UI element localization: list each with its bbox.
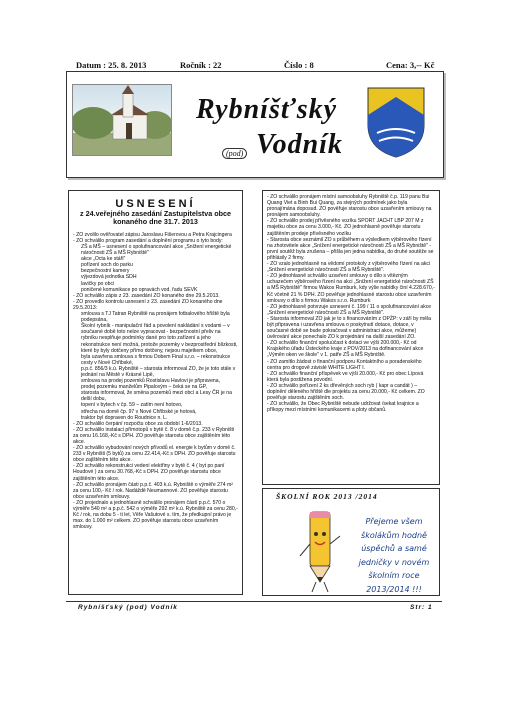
list-item: - ZO provedlo kontrolu usnesení z 23. zasedání ZO konaného dne 29.5.2013:	[73, 298, 223, 311]
list-item: - ZO schválilo vybudování nových přívodů el. energie k bytům v domě č. 233 v Rybništi (5 bytů) za cenu 22.414,-Kč s DPH. ZO pověřuje starostu obce zajištěním této akce.	[73, 445, 236, 464]
masthead-title-line2: Vodník	[256, 129, 343, 160]
list-item: - ZO schválilo pronájem místní samoobsluhy Rybniště č.p. 119 panu Bui Quang Viet a Binh Bui Quang, za stejných podmínek jako byla pronajímána doposud. ZO pověřuje starostu obce uzavřením smlouvy na pronájem samoobsluhy.	[267, 194, 432, 219]
resolution-heading: USNESENÍ	[115, 198, 196, 210]
list-item: výjezdová jednotka SDH	[81, 274, 137, 281]
list-item: - ZO schválilo pronájem části p.p.č. 403 k.ú. Rybniště o výměře 274 m² za cenu 100,- Kč / rok. Nadáždě Neumannové. ZO pověřuje starostu obce uzavřením smlouvy.	[73, 481, 233, 500]
wish-line: školákům hodně	[361, 530, 427, 540]
list-item: - ZO schválilo pořízení 2 ks dřevěných soch ryb ( kapr a candát ) – doplnění děleného hřiště dle projektu za cenu 20.000,- Kč celkem. ZO pověřuje starostu zajištěním soch.	[267, 382, 425, 402]
list-item: starosta informoval, že směna pozemků mezi obcí a Lesy ČR je na delší dobu,	[81, 390, 232, 403]
list-item: topení v bytech v čp. 59 – zatím není hotovo,	[81, 402, 183, 409]
list-item: - ZO schválilo čerpání rozpočtu obce za období 1-6/2013.	[73, 420, 203, 427]
wish-line: úspěchů a samé	[361, 544, 427, 553]
issue-year: Ročník : 22	[180, 60, 222, 70]
village-crest-icon	[365, 85, 427, 159]
list-item: - ZO jednohlasně schválilo uzavření smlouvy o dílo s vítězným uchazečem výběrového řízení na akci „Snížení energetické náročnosti ZŠ a MŠ Rybniště" firmou Wakos Rumburk, kdy výše nabídky činí 4.228.670,- Kč včetně 21 % DPH. ZO pověřuje jednohlasně starostu obce uzavřením smlouvy o dílo s firmou Wakos s.r.o. Rumburk	[267, 273, 435, 304]
page-number: Str: 1	[410, 604, 433, 611]
issue-price: Cena: 3,-- Kč	[386, 60, 435, 70]
list-item: - ZO projednalo a jednohlasně schválilo pronájem částí p.p.č. 570 o výměře 540 m² a p.p.č. 542 o výměře 292 m² k.ú. Rybniště za cenu 280,-Kč / rok, na dobu 5 - ti let, Věře Vašutové s. tím, že předkupní právo je max. do 1.000 m² celkem. ZO pověřuje starostu obce uzavřením smlouvy.	[73, 499, 238, 531]
list-item: - ZO vzalo jednohlasně na vědomí protokoly z výběrového řízení na akci „Snížení energetické náročnosti ZŠ a MŠ Rybniště".	[267, 261, 431, 274]
issue-date: Datum : 25. 8. 2013	[76, 60, 147, 70]
list-item: - ZO schválilo prodej přívěsného vozíku SPORT JACHT LBP 207 M z majetku obce za cenu 3.000,- Kč. ZO jednohlasně pověřuje starostu zajištěním prodeje přívěsného vozíku	[267, 218, 424, 237]
list-item: - ZO zamítlo žádost o finanční podporu Kontaktního a poradenského centra pro drogově závislé WHITE LIGHT I.	[267, 358, 422, 371]
list-item: ZŠ a MŠ – usnesení o spolufinancování akce „Snížení energetické náročnosti ZŠ a MŠ Rybniště"	[81, 244, 232, 257]
list-item: - Starosta informoval ZO jak je to s financováním z OPŽP: v září by měla být připravena i uzavřena smlouva o poskytnutí dotace, dotace, v současné době se bude pokračovat v administraci akce, můžeme) úvěrování akce ponechalo ZO k projednání na další zasedání ZO.	[267, 315, 431, 341]
list-item: - ZO zvolilo ověřovatel zápisu Jaroslavu Fišerovou a Petra Krajcingera	[73, 231, 232, 238]
list-item: - ZO schválilo instalaci přímotopů v bytě č. 8 v domě č.p. 233 v Rybništi za cenu 16.168,-Kč s DPH. ZO pověřuje starostu obce zajištěním této akce.	[73, 426, 235, 445]
list-item: lavičky po obci	[81, 280, 115, 287]
list-item: pořízení soch do parku	[81, 262, 133, 269]
list-item: - ZO schválilo rekonstrukci vedení elektřiny v bytě č. 4 ( byt po paní Houdové ) za cenu 30.768,-Kč s DPH. ZO pověřuje starostu obce zajištěním této akce.	[73, 463, 225, 482]
list-item: smlouva s TJ Tatran Rybniště na pronájem fotbalového hřiště byla podepsána,	[81, 311, 230, 324]
footer-divider	[66, 601, 442, 602]
list-item: - ZO schválilo, že Obec Rybniště nebude udržovat /sekat krajnice a příkopy mezi místními komunikacemi a ploty občanů.	[267, 401, 419, 414]
wish-line: 2013/2014 !!!	[366, 584, 422, 594]
resolution-right-column	[262, 190, 440, 485]
footer-title: Rybníšťský (pod) Vodník	[78, 604, 178, 611]
list-item: poničené komunikace po opravách vod. řadu SEVK	[81, 286, 198, 293]
masthead-title-line1: Rybníšťský	[196, 94, 338, 125]
issue-number: Číslo : 8	[284, 60, 314, 70]
masthead-pod: (pod)	[222, 148, 247, 159]
list-item: - ZO schválilo finanční příspěvek ve výši 20.000,- Kč pro obec Lípová která byla postižena povodní.	[267, 370, 424, 383]
resolution-subheading: z 24.veřejného zasedání Zastupitelstva obce konaného dne 31.7. 2013	[80, 209, 231, 227]
list-item: traktor byl dopraven do Roudnice n. L.	[81, 414, 168, 421]
list-item: - ZO schválilo program zasedání a doplnění programu o tyto body:	[73, 237, 223, 244]
list-item: prodej pozemku manželům Pipalovým – čeká se na GP,	[81, 384, 207, 391]
list-item: střecha na domě čp. 97 v Nové Chřibské je hotová,	[81, 408, 197, 415]
list-item: smlouva na prodej pozemků Rostislavu Havlovi je připravena,	[81, 378, 221, 385]
list-item: - Starosta obce seznámil ZO s průběhem a výsledkem výběrového řízení na zhotovitele akce „Snížení energetické náročnosti ZŠ a MŠ Rybniště" - první soutěž byla zrušena – přišla jen jedna nabídka, do druhé soutěže se přihlásily 2 firmy.	[267, 236, 434, 261]
list-item: akce „Octa ke stáři"	[81, 256, 126, 263]
wish-line: školním roce	[368, 571, 420, 580]
list-item: - ZO jednohlasně potvrzuje usnesení č. 199 / 11 o spolufinancování akce „Snížení energetické náročnosti ZŠ a MŠ Rybniště".	[267, 303, 432, 316]
list-item: - ZO schválilo zápis z 23. zasedání ZO konaného dne 29.5.2013.	[73, 292, 220, 299]
wish-line: Přejeme všem	[365, 517, 423, 526]
pencil-mascot-icon	[296, 508, 346, 594]
list-item: Školní rybník - manipulační řád a povolení nakládání s vodami – v současné době toto nelze vypracovat - bezpečnostní přeliv na rybníku nesplňuje podmínky dané pro toto zařízení a jeho rekonstrukce není možná, protože pozemky v bezprostřední blízkosti, které by byly dotčeny přímo dotčeny, nejsou majetkem obce,	[81, 323, 238, 354]
list-item: p.p.č. 856/3 k.ú. Rybniště – starosta informoval ZO, že je toto stále v jednání na Městě v Krásné Lipě,	[81, 365, 236, 378]
school-wish	[348, 515, 440, 596]
list-item: bezpečnostní kamery	[81, 268, 130, 275]
church-photo	[72, 84, 172, 156]
list-item: - ZO schválilo finanční spoluúčast k dotaci ve výši 200.000,- Kč od Krajského úřadu Ústeckého kraje z POV/2013 na dofinancování akce „Výměn oken ve škole" v 1. patře ZŠ a MŠ Rybniště.	[267, 340, 424, 359]
wish-line: jedničky v novém	[358, 557, 430, 567]
resolution-left-column	[68, 190, 243, 595]
list-item: byla uzavřena smlouva s firmou Dobem Final s.r.o. – rekonstrukce cesty v Nové Chřibské,	[81, 353, 231, 366]
school-year-title: ŠKOLNÍ ROK 2013 /2014	[276, 492, 378, 501]
